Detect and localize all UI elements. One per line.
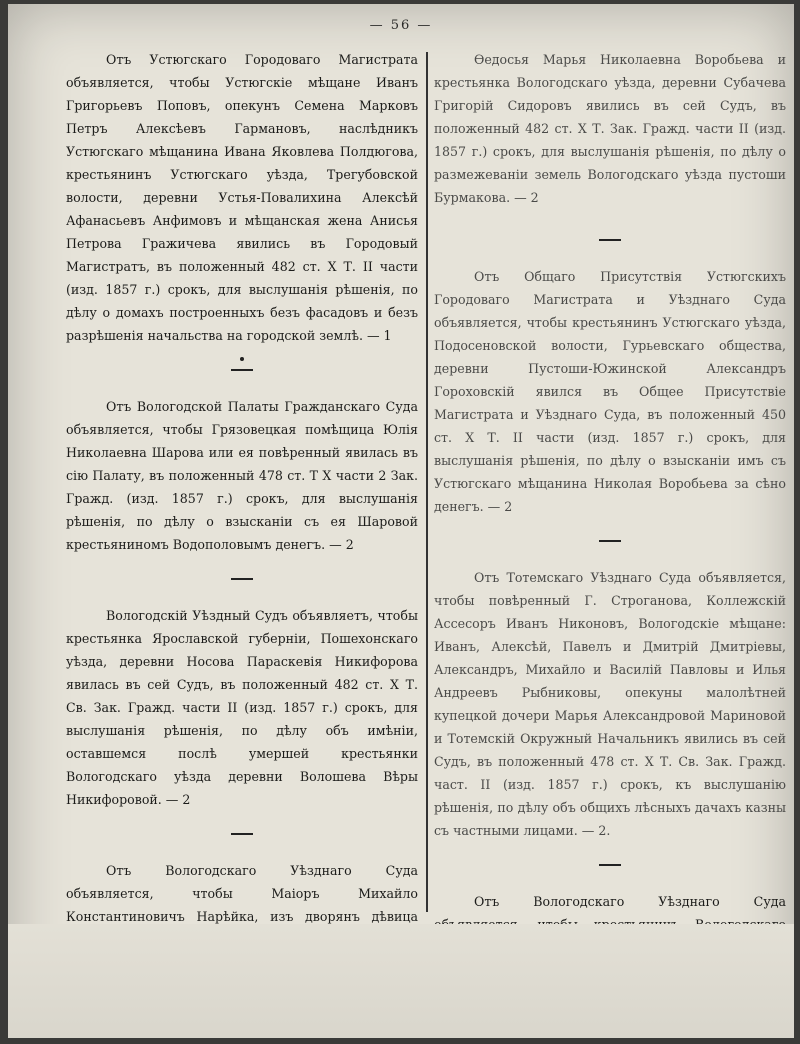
separator-dash bbox=[231, 833, 253, 835]
separator-dash bbox=[599, 540, 621, 542]
separator-dash bbox=[599, 239, 621, 241]
column-divider bbox=[426, 52, 428, 912]
document-page bbox=[8, 4, 794, 1038]
notice-ustyug-magistrate: Отъ Устюгскаго Городоваго Магистрата объявляется, чтобы Устюгскіе мѣщане Иванъ Григорьевъ Поповъ, опекунъ Семена Марковъ Петръ Алексѣевъ Гармановъ, наслѣдникъ Устюгскаго мѣщанина Ивана Яковлева Полдюгова, крестьянинъ Устюгскаго уѣзда, Трегубовской волости, деревни Устья-Повалихина Алексѣй Афанасьевъ Анфимовъ и мѣщанская жена Анисья Петрова Гражичева явились въ Городовый Магистратъ, въ положенный 482 ст. X Т. II части (изд. 1857 г.) срокъ, для выслушанія рѣшенія, по дѣлу о домахъ построенныхъ безъ фасадовъ и безъ разрѣшенія начальства на городской землѣ. — 1 bbox=[66, 52, 418, 343]
left-column bbox=[66, 48, 418, 974]
separator-dot bbox=[240, 357, 244, 361]
separator-dash bbox=[231, 578, 253, 580]
notice-vologda-civil-court: Отъ Вологодской Палаты Гражданскаго Суда объявляется, чтобы Грязовецкая помѣщица Юлія Николаевна Шарова или ея повѣренный явилась въ сію Палату, въ положенный 478 ст. Т X части 2 Зак. Гражд. (изд. 1857 г.) срокъ, для выслушанія рѣшенія, по дѣлу о взысканіи съ ея Шаровой крестьяниномъ Водополовымъ денегъ. — 2 bbox=[66, 399, 418, 552]
right-column bbox=[434, 48, 786, 1005]
notice-vologda-district-court-vasiliev: Отъ Вологодскаго Уѣзднаго Суда bbox=[474, 894, 786, 909]
notice-vologda-district-court-nareika: Отъ Вологодскаго Уѣзднаго Суда объявляется, чтобы Маіоръ Михайло Константиновичъ Нарѣйка, изъ дворянъ дѣвица bbox=[66, 863, 418, 924]
notice-totma-district-court: Отъ Тотемскаго Уѣзднаго Суда объявляется, чтобы повѣренный Г. Строганова, Коллежскій Ассесоръ Иванъ Никоновъ, Вологодскіе мѣщане: Иванъ, Алексѣй, Павелъ и Дмитрій Дмитріевы, Александръ, Михайло и Василій Павловы и Илья Андреевъ Рыбниковы, опекуны малолѣтней купецкой дочери Марья Александровой Мариновой и Тотемскій Окружный Начальникъ явились въ сей Судъ, въ положенный 478 ст. X Т. Св. Зак. Гражд. част. II (изд. 1857 г.) срокъ, къ выслушанію рѣшенія, по дѣлу объ общихъ лѣсныхъ дачахъ казны съ частными лицами. — 2. bbox=[434, 570, 786, 838]
bottom-margin bbox=[8, 924, 794, 1038]
separator-dash bbox=[599, 864, 621, 866]
page-number: — 56 — bbox=[369, 18, 433, 33]
notice-continuation-subacheva: Ѳедосья Марья Николаевна Воробьева и крестьянка Вологодскаго уѣзда, деревни Субачева Григорій Сидоровъ явились въ сей Судъ, въ положенный 482 ст. X Т. Зак. Гражд. части II (изд. 1857 г.) срокъ, для выслушанія рѣшенія, по дѣлу о размежеваніи земель Вологодскаго уѣзда пустоши Бурмакова. — 2 bbox=[434, 52, 786, 205]
separator-dash bbox=[231, 369, 253, 371]
notice-ustyug-joint-presence: Отъ Общаго Присутствія Устюгскихъ Городоваго Магистрата и Уѣзднаго Суда объявляется, чтобы крестьянинъ Устюгскаго уѣзда, Подосеновской волости, Гурьевскаго общества, деревни Пустоши-Южинской Александръ Гороховскій явился въ Общее Присутствіе Магистрата и Уѣзднаго Суда, въ положенный 450 ст. X Т. II части (изд. 1857 г.) срокъ, для выслушанія рѣшенія, по дѣлу о взысканіи имъ съ Устюгскаго мѣщанина Николая Воробьева за сѣно денегъ. — 2 bbox=[434, 269, 786, 514]
notice-vologda-district-court: Вологодскій Уѣздный Судъ объявляетъ, чтобы крестьянка Ярославской губерніи, Пошехонскаго уѣзда, деревни Носова Параскевія Никифорова явилась въ сей Судъ, въ положенный 482 ст. X Т. Св. Зак. Гражд. части II (изд. 1857 г.) срокъ, для выслушанія рѣшенія, по дѣлу объ имѣніи, оставшемся послѣ умершей крестьянки Вологодскаго уѣзда деревни Волошева Вѣры Никифоровой. — 2 bbox=[66, 608, 418, 807]
